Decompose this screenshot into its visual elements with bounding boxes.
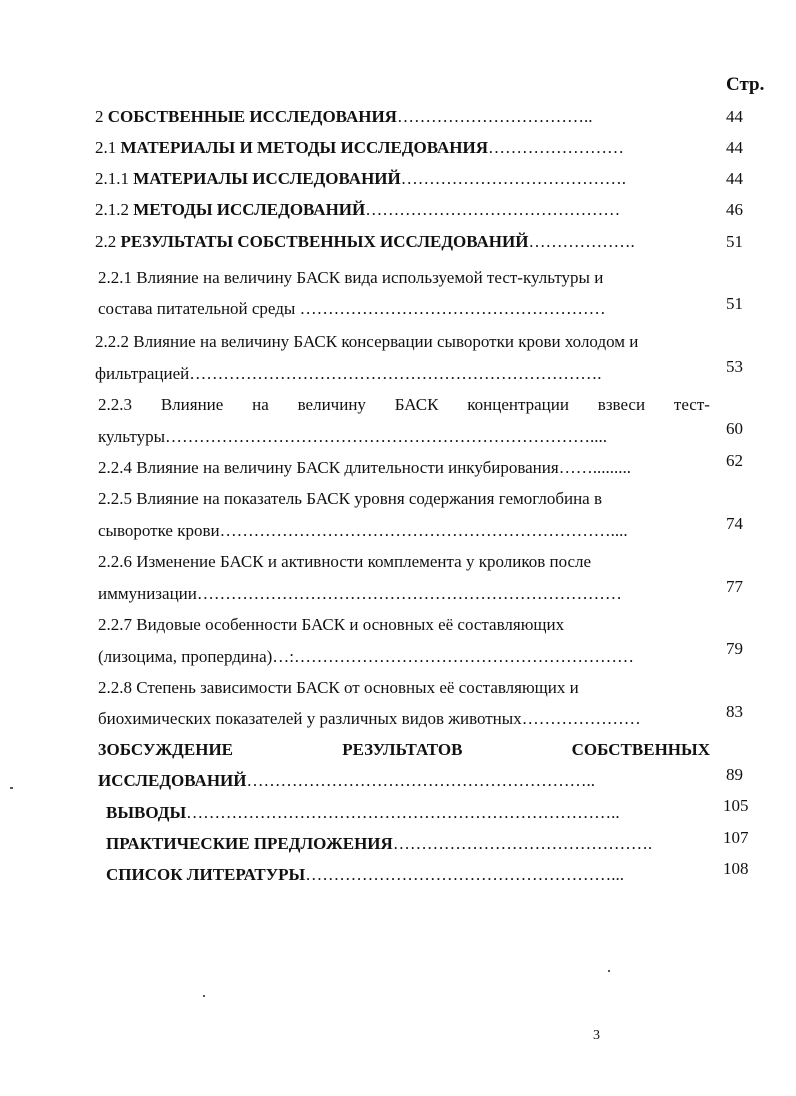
toc-word: концентрации [467, 395, 569, 414]
toc-dots: ………………………………………. [392, 834, 653, 853]
toc-entry-line1: 2.2.4 Влияние на величину БАСК длительности инкубирования……......... [98, 458, 631, 477]
toc-title: СОБСТВЕННЫЕ ИССЛЕДОВАНИЯ [107, 107, 397, 126]
toc-page: 44 [726, 138, 743, 157]
toc-word: РЕЗУЛЬТАТОВ [342, 740, 463, 759]
toc-title: ИССЛЕДОВАНИЙ [98, 771, 247, 790]
toc-dots: ………………. [528, 232, 635, 251]
toc-title: ВЫВОДЫ [106, 803, 187, 822]
toc-entry [106, 834, 708, 854]
toc-dots: ………………………………………………………………….. [186, 803, 620, 822]
toc-entry-line2: фильтрацией………………………………………………………………. [95, 364, 602, 383]
toc-page: 83 [726, 702, 743, 721]
toc-page: 44 [726, 107, 743, 126]
toc-dots: …………………………………………………….. [246, 771, 595, 790]
toc-title: ПРАКТИЧЕСКИЕ ПРЕДЛОЖЕНИЯ [106, 834, 393, 853]
toc-word: Влияние [160, 395, 224, 414]
toc-word: на [252, 395, 269, 414]
toc-entry [106, 803, 708, 823]
toc-dots: …………………………………. [400, 169, 626, 188]
toc-entry [106, 865, 708, 885]
toc-page: 74 [726, 514, 743, 533]
toc-entry-line2: состава питательной среды ……………………………………………… [98, 299, 606, 318]
toc-entry-line1: 2.2.8 Степень зависимости БАСК от основных её составляющих и [98, 678, 579, 697]
toc-word: тест- [673, 395, 710, 414]
toc-page: 53 [726, 357, 743, 376]
toc-dots: ……………………………………… [365, 200, 621, 219]
toc-dots: …………………………….. [396, 107, 593, 126]
toc-entry [95, 232, 710, 252]
toc-title: МАТЕРИАЛЫ ИССЛЕДОВАНИЙ [133, 169, 401, 188]
toc-num: 2.1.2 [95, 200, 129, 219]
toc-page: 108 [723, 859, 749, 878]
toc-title: СПИСОК ЛИТЕРАТУРЫ [106, 865, 306, 884]
toc-entry [95, 138, 710, 158]
scan-speck [10, 787, 13, 789]
toc-entry-line1 [98, 740, 710, 760]
toc-word: 2.2.3 [98, 395, 132, 414]
toc-entry-line2: культуры………………………………………………………………….... [98, 427, 607, 446]
toc-page: 46 [726, 200, 743, 219]
toc-title: РЕЗУЛЬТАТЫ СОБСТВЕННЫХ ИССЛЕДОВАНИЙ [120, 232, 529, 251]
toc-entry [95, 107, 710, 127]
scan-speck [203, 995, 205, 997]
toc-page: 62 [726, 451, 743, 470]
toc-page: 44 [726, 169, 743, 188]
toc-entry-line1: 2.2.6 Изменение БАСК и активности комплемента у кроликов после [98, 552, 592, 571]
scan-speck [608, 970, 610, 972]
toc-page: 107 [723, 828, 749, 847]
toc-num: 2.1.1 [95, 169, 129, 188]
toc-entry-line1: 2.2.7 Видовые особенности БАСК и основных её составляющих [98, 615, 565, 634]
toc-dots: ………………………………………………... [305, 865, 625, 884]
toc-word: БАСК [394, 395, 439, 414]
toc-page: 60 [726, 419, 743, 438]
toc-page: 77 [726, 577, 743, 596]
toc-page: 89 [726, 765, 743, 784]
toc-title: МАТЕРИАЛЫ И МЕТОДЫ ИССЛЕДОВАНИЯ [120, 138, 489, 157]
toc-header: Стр. [726, 74, 765, 95]
toc-word: взвеси [597, 395, 646, 414]
toc-num: 2.2 [95, 232, 117, 251]
toc-word: СОБСТВЕННЫХ [571, 740, 710, 759]
toc-entry-line1: 2.2.1 Влияние на величину БАСК вида используемой тест-культуры и [98, 268, 604, 287]
toc-word: 3ОБСУЖДЕНИЕ [98, 740, 234, 759]
toc-num: 2.1 [95, 138, 117, 157]
toc-entry-line1: 2.2.2 Влияние на величину БАСК консервации сыворотки крови холодом и [95, 332, 639, 351]
toc-word: величину [297, 395, 366, 414]
toc-entry-line1 [98, 395, 710, 415]
toc-num: 2 [95, 107, 104, 126]
toc-page: 105 [723, 796, 749, 815]
toc-entry [95, 200, 710, 220]
toc-entry-line2: биохимических показателей у различных видов животных………………… [98, 709, 641, 728]
page-number: 3 [593, 1028, 600, 1043]
toc-entry-line2 [98, 771, 710, 791]
toc-entry-line2: иммунизации………………………………………………………………… [98, 584, 622, 603]
toc-entry-line2: (лизоцима, пропердина)…:…………………………………………………… [98, 647, 635, 666]
toc-page: 79 [726, 639, 743, 658]
toc-entry-line1: 2.2.5 Влияние на показатель БАСК уровня содержания гемоглобина в [98, 489, 603, 508]
toc-title: МЕТОДЫ ИССЛЕДОВАНИЙ [133, 200, 366, 219]
toc-entry [95, 169, 710, 189]
toc-dots: …………………… [488, 138, 625, 157]
toc-entry-line2: сыворотке крови…………………………………………………………….... [98, 521, 628, 540]
toc-page: 51 [726, 294, 743, 313]
toc-page: 51 [726, 232, 743, 251]
